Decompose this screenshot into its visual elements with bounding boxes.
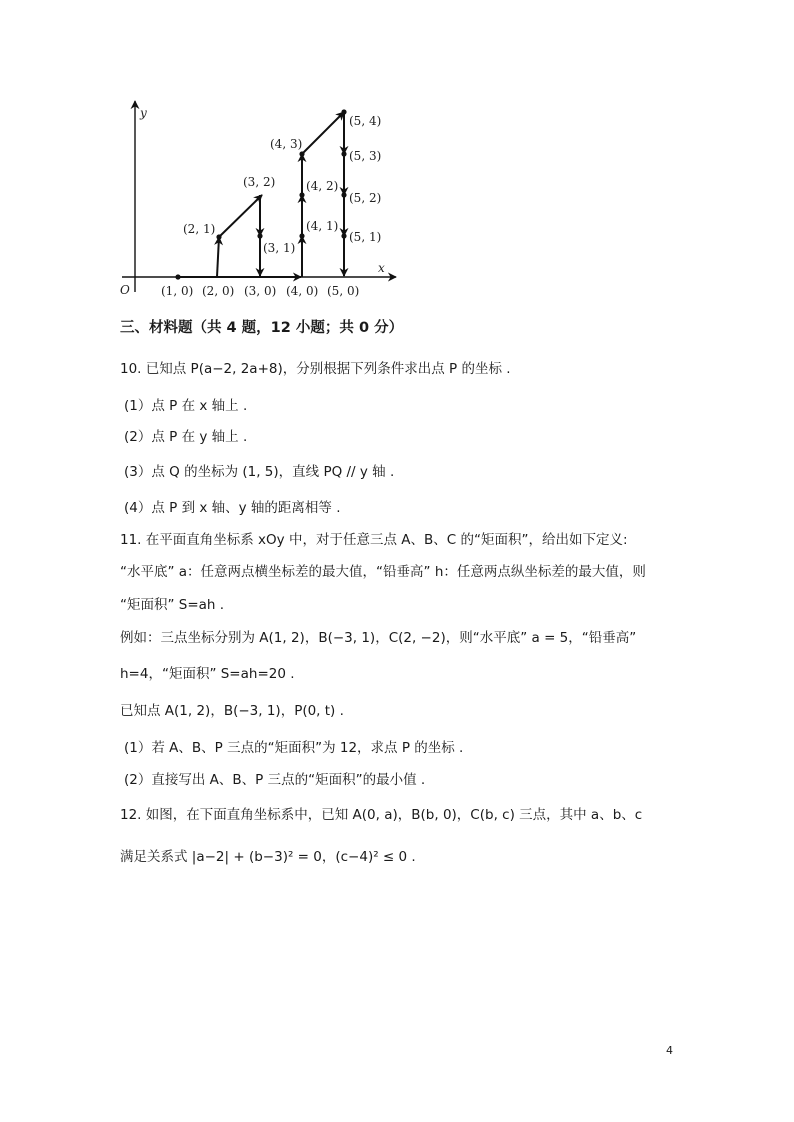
section-header: 三、材料题（共 4 题，12 小题；共 0 分） (120, 320, 404, 336)
arrow-43-54 (302, 112, 344, 154)
question-11-stem-line-1: 11. 在平面直角坐标系 xOy 中，对于任意三点 A、B、C 的“矩面积”，给出如下定义: (120, 532, 628, 548)
point-5-1 (341, 233, 346, 238)
label-5-3: (5, 3) (349, 149, 382, 163)
question-11-example-line-1: 例如：三点坐标分别为 A(1, 2)，B(−3, 1)，C(2, −2)，则“水平底” a = 5，“铅垂高” (120, 630, 637, 646)
point-5-4 (341, 109, 346, 114)
label-4-2: (4, 2) (306, 179, 339, 193)
question-10-part-4: (4）点 P 到 x 轴、y 轴的距离相等 . (124, 500, 341, 516)
axis-y-label: y (140, 106, 147, 120)
point-4-1 (299, 233, 304, 238)
question-11-part-2: (2）直接写出 A、B、P 三点的“矩面积”的最小值 . (124, 772, 426, 788)
question-12-stem-line-2: 满足关系式 |a−2| + (b−3)² = 0，(c−4)² ≤ 0 . (120, 849, 416, 865)
point-5-2 (341, 192, 346, 197)
point-3-1 (257, 233, 262, 238)
page-number: 4 (666, 1044, 673, 1057)
label-5-2: (5, 2) (349, 191, 382, 205)
question-10-part-2: (2）点 P 在 y 轴上 . (124, 429, 248, 445)
point-4-2 (299, 192, 304, 197)
question-11-given: 已知点 A(1, 2)，B(−3, 1)，P(0, t) . (120, 703, 344, 719)
label-5-1: (5, 1) (349, 230, 382, 244)
origin-label: O (120, 283, 130, 297)
coordinate-figure (0, 0, 794, 310)
label-2-0: (2, 0) (202, 284, 235, 298)
point-5-3 (341, 151, 346, 156)
label-5-4: (5, 4) (349, 114, 382, 128)
question-10-part-1: (1）点 P 在 x 轴上 . (124, 398, 248, 414)
question-11-stem-line-2: “水平底” a：任意两点横坐标差的最大值，“铅垂高” h：任意两点纵坐标差的最大值，则 (120, 564, 646, 580)
label-5-0: (5, 0) (327, 284, 360, 298)
label-3-1: (3, 1) (263, 241, 296, 255)
label-4-0: (4, 0) (286, 284, 319, 298)
question-12-stem-line-1: 12. 如图，在下面直角坐标系中，已知 A(0, a)，B(b, 0)，C(b, c) 三点，其中 a、b、c (120, 807, 643, 823)
question-11-example-line-2: h=4，“矩面积” S=ah=20 . (120, 666, 295, 682)
label-4-1: (4, 1) (306, 219, 339, 233)
point-2-1 (216, 234, 221, 239)
question-10-part-3: (3）点 Q 的坐标为 (1, 5)，直线 PQ // y 轴 . (124, 464, 395, 480)
axis-x-label: x (378, 261, 385, 275)
label-3-2: (3, 2) (243, 175, 276, 189)
point-4-3 (299, 151, 304, 156)
point-1-0 (175, 274, 180, 279)
label-2-1: (2, 1) (183, 222, 216, 236)
label-4-3: (4, 3) (270, 137, 303, 151)
question-10-stem: 10. 已知点 P(a−2, 2a+8)，分别根据下列条件求出点 P 的坐标 . (120, 361, 511, 377)
label-3-0: (3, 0) (244, 284, 277, 298)
question-11-stem-line-3: “矩面积” S=ah . (120, 597, 225, 613)
arrow-21-32 (219, 195, 262, 237)
question-11-part-1: (1）若 A、B、P 三点的“矩面积”为 12，求点 P 的坐标 . (124, 740, 464, 756)
arrow-20-21 (217, 237, 219, 277)
label-1-0: (1, 0) (161, 284, 194, 298)
